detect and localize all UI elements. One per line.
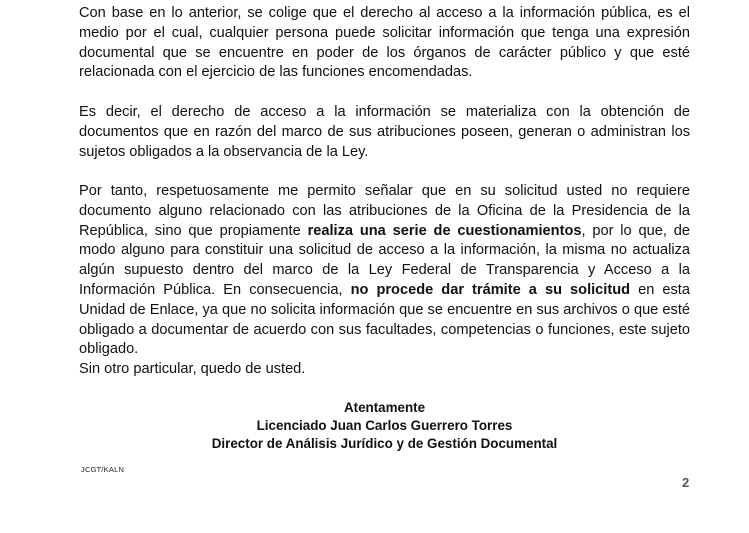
paragraph-por-tanto — [79, 182, 690, 360]
paragraph-despedida: Sin otro particular, quedo de usted. — [79, 361, 306, 377]
paragraph-derecho-acceso: Con base en lo anterior, se colige que el derecho al acceso a la información pública, es el medio por el cual, cualquier persona puede solicitar información que tenga una expresión documental que se encuentre en poder de los órganos de carácter público y que esté relacionada con el ejercicio de las funciones encomendadas. — [79, 5, 690, 81]
signature-closing: Atentamente — [343, 400, 426, 415]
signature-name: Licenciado Juan Carlos Guerrero Torres — [256, 418, 513, 434]
page-number: 2 — [682, 475, 690, 490]
bold-cuestionamientos: realiza una serie de cuestionamientos — [307, 222, 582, 239]
paragraph-por-tanto-text-1: Por tanto, respetuosamente me permito señalar que en su solicitud usted no requiere documento alguno relacionado con las atribuciones de la Oficina de la Presidencia de la República, sino que propiamente — [79, 183, 690, 239]
paragraph-por-tanto-text-2: , por lo que, de modo alguno para constituir una solicitud de acceso a la información, la misma no actualiza algún supuesto dentro del marco de la Ley Federal de Transparencia y Acceso a la Información Pública. En consecuencia, — [79, 222, 690, 298]
paragraph-por-tanto-text-3: en esta Unidad de Enlace, ya que no solicita información que se encuentre en sus archivos o que esté obligado a documentar de acuerdo con sus facultades, competencias o funciones, este sujeto obligado. — [79, 281, 690, 358]
signature-title: Director de Análisis Jurídico y de Gestión Documental — [211, 436, 558, 452]
signature-block — [79, 399, 690, 454]
paragraph-es-decir: Es decir, el derecho de acceso a la información se materializa con la obtención de documentos que en razón del marco de sus atribuciones poseen, generan o administran los sujetos obligados a la observancia de la Ley. — [79, 104, 690, 160]
bold-no-procede: no procede dar trámite a su solicitud — [350, 281, 631, 298]
author-initials: JCGT/KALN — [81, 465, 125, 474]
